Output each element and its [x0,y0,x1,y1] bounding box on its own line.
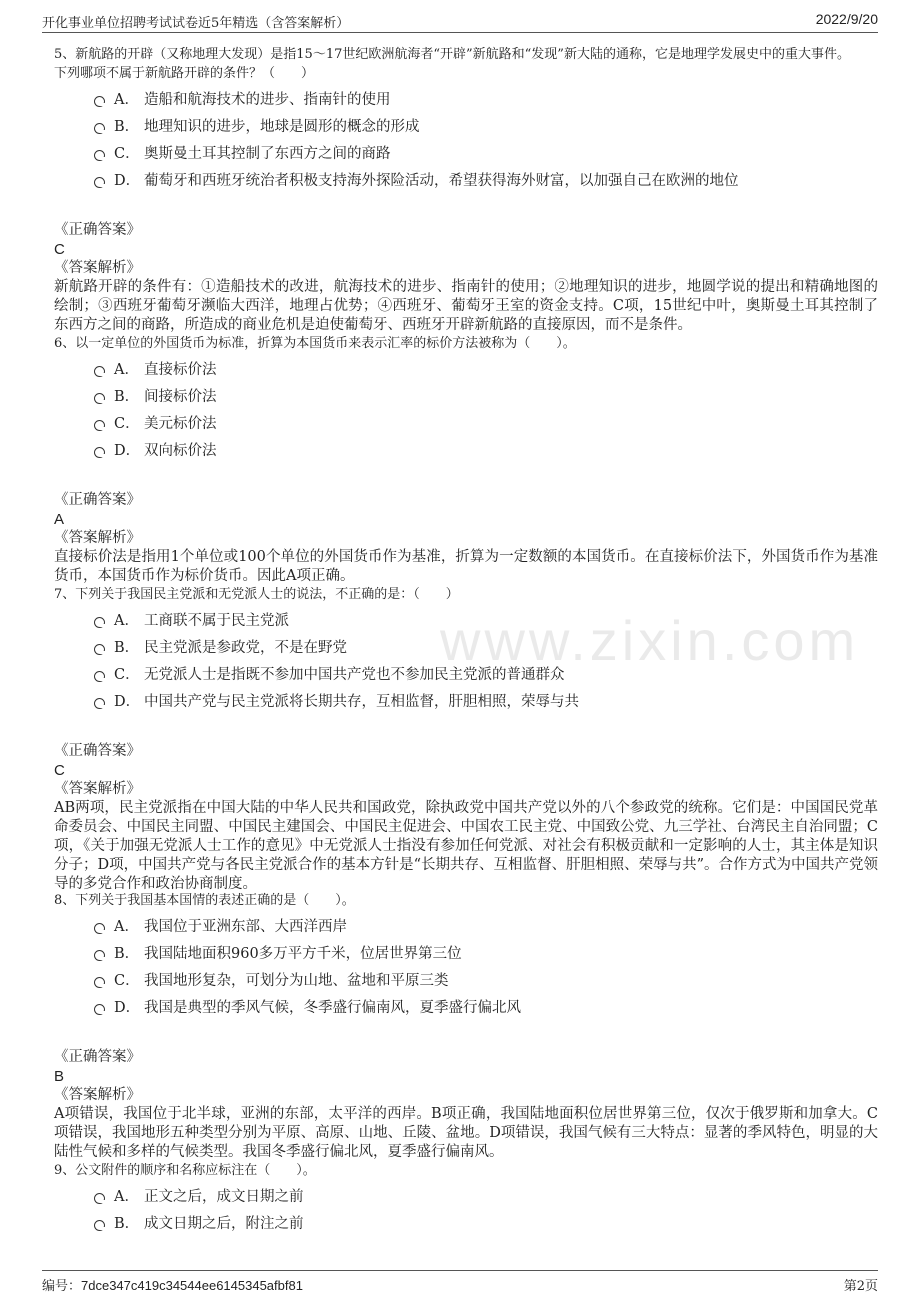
option-label: B． [114,640,140,656]
radio-icon[interactable] [94,420,105,431]
option-text: 我国位于亚洲东部、大西洋西岸 [144,919,347,935]
option-a[interactable] [42,357,878,384]
option-text: 双向标价法 [144,443,217,459]
question-5 [42,45,878,335]
answer-block [42,221,878,259]
option-label: D． [114,1000,141,1016]
answer-block [42,742,878,780]
option-text: 民主党派是参政党，不是在野党 [144,640,347,656]
radio-icon[interactable] [94,1193,105,1204]
analysis-text: A项错误，我国位于北半球，亚洲的东部，太平洋的西岸。B项正确，我国陆地面积位居世界第三位，仅次于俄罗斯和加拿大。C项错误，我国地形五种类型分别为平原、高原、山地、丘陵、盆地。D项错误，我国气候有三大特点：显著的季风特色，明显的大陆性气候和多样的气候类型。我国冬季盛行偏北风，夏季盛行偏南风。 [54,1106,878,1160]
question-7 [42,585,878,894]
option-label: D． [114,443,141,459]
question-9 [42,1161,878,1238]
answer-value: C [54,762,65,779]
options-list [42,1184,878,1238]
question-text: 8、下列关于我国基本国情的表述正确的是（ ）。 [54,893,355,908]
question-text: 5、新航路的开辟（又称地理大发现）是指15～17世纪欧洲航海者“开辟”新航路和“发现”新大陆的通称，它是地理学发展史中的重大事件。下列哪项不属于新航路开辟的条件？（ ） [54,47,850,81]
question-text: 6、以一定单位的外国货币为标准，折算为本国货币来表示汇率的标价方法被称为（ ）。 [54,336,576,351]
option-label: B． [114,389,140,405]
analysis-text: AB两项，民主党派指在中国大陆的中华人民共和国政党，除执政党中国共产党以外的八个参政党的统称。它们是：中国国民党革命委员会、中国民主同盟、中国民主建国会、中国民主促进会、中国农工民主党、中国致公党、九三学社、台湾民主自治同盟；C项，《关于加强无党派人士工作的意见》中无党派人士指没有参加任何党派、对社会有积极贡献和一定影响的人士，其主体是知识分子；D项，中国共产党与各民主党派合作的基本方针是“长期共存、互相监督、肝胆相照、荣辱与共”。合作方式为中国共产党领导的多党合作和政治协商制度。 [54,800,878,892]
analysis-label: 《答案解析》 [54,260,141,276]
analysis-label: 《答案解析》 [54,781,141,797]
option-label: B． [114,946,140,962]
option-a[interactable] [42,608,878,635]
option-text: 无党派人士是指既不参加中国共产党也不参加民主党派的普通群众 [144,667,565,683]
radio-icon[interactable] [94,177,105,188]
option-label: C． [114,146,140,162]
radio-icon[interactable] [94,698,105,709]
radio-icon[interactable] [94,617,105,628]
radio-icon[interactable] [94,1004,105,1015]
option-text: 成文日期之后，附注之前 [144,1216,304,1232]
answer-value: C [54,241,65,258]
radio-icon[interactable] [94,923,105,934]
analysis-text: 直接标价法是指用1个单位或100个单位的外国货币作为基准，折算为一定数额的本国货币。在直接标价法下，外国货币作为基准货币，本国货币作为标价货币。因此A项正确。 [54,549,878,584]
radio-icon[interactable] [94,366,105,377]
option-c[interactable] [42,662,878,689]
option-text: 葡萄牙和西班牙统治者积极支持海外探险活动，希望获得海外财富，以加强自己在欧洲的地位 [144,173,739,189]
document-code-label: 编号： [42,1279,82,1294]
option-label: D． [114,694,141,710]
option-b[interactable] [42,941,878,968]
question-6 [42,334,878,586]
option-label: A． [114,613,139,629]
document-title: 开化事业单位招聘考试试卷近5年精选（含答案解析） [42,16,350,31]
option-c[interactable] [42,141,878,168]
option-text: 我国陆地面积960多万平方千米，位居世界第三位 [144,946,462,962]
radio-icon[interactable] [94,96,105,107]
option-label: D． [114,173,141,189]
analysis-text: 新航路开辟的条件有：①造船技术的改进，航海技术的进步、指南针的使用；②地理知识的进步，地圆学说的提出和精确地图的绘制；③西班牙葡萄牙濒临大西洋，地理占优势；④西班牙、葡萄牙王室的资金支持。C项，15世纪中叶，奥斯曼土耳其控制了东西方之间的商路，所造成的商业危机是迫使葡萄牙、西班牙开辟新航路的直接原因，而不是条件。 [54,279,878,333]
option-label: B． [114,1216,140,1232]
option-b[interactable] [42,114,878,141]
page-header [42,10,878,33]
option-b[interactable] [42,384,878,411]
watermark: www.zixin.com [440,609,860,672]
option-label: C． [114,667,140,683]
answer-block [42,491,878,529]
option-text: 地理知识的进步，地球是圆形的概念的形成 [144,119,420,135]
option-d[interactable] [42,168,878,195]
option-b[interactable] [42,1211,878,1238]
answer-value: A [54,511,65,528]
option-label: C． [114,416,140,432]
answer-value: B [54,1068,65,1085]
analysis-block [42,259,878,335]
answer-block [42,1048,878,1086]
options-list [42,914,878,1022]
option-a[interactable] [42,1184,878,1211]
radio-icon[interactable] [94,950,105,961]
option-text: 工商联不属于民主党派 [144,613,289,629]
analysis-label: 《答案解析》 [54,530,141,546]
option-text: 正文之后，成文日期之前 [144,1189,304,1205]
answer-label: 《正确答案》 [54,743,141,759]
option-d[interactable] [42,689,878,716]
question-text: 7、下列关于我国民主党派和无党派人士的说法，不正确的是：（ ） [54,587,459,602]
radio-icon[interactable] [94,447,105,458]
document-code [42,1275,303,1294]
option-label: A． [114,1189,139,1205]
analysis-label: 《答案解析》 [54,1087,141,1103]
radio-icon[interactable] [94,123,105,134]
options-list [42,87,878,195]
option-label: C． [114,973,140,989]
option-a[interactable] [42,87,878,114]
option-text: 美元标价法 [144,416,217,432]
answer-label: 《正确答案》 [54,1049,141,1065]
option-label: A． [114,919,139,935]
option-label: A． [114,362,139,378]
option-b[interactable] [42,635,878,662]
radio-icon[interactable] [94,644,105,655]
option-text: 奥斯曼土耳其控制了东西方之间的商路 [144,146,391,162]
document-code-value: 7dce347c419c34544ee6145345afbf81 [81,1278,303,1293]
option-a[interactable] [42,914,878,941]
answer-label: 《正确答案》 [54,222,141,238]
option-label: B． [114,119,140,135]
option-text: 我国是典型的季风气候，冬季盛行偏南风，夏季盛行偏北风 [144,1000,521,1016]
options-list [42,608,878,716]
radio-icon[interactable] [94,1220,105,1231]
radio-icon[interactable] [94,393,105,404]
radio-icon[interactable] [94,671,105,682]
option-d[interactable] [42,995,878,1022]
question-8 [42,891,878,1162]
option-text: 直接标价法 [144,362,217,378]
question-text: 9、公文附件的顺序和名称应标注在（ ）。 [54,1163,316,1178]
option-text: 间接标价法 [144,389,217,405]
option-d[interactable] [42,438,878,465]
option-text: 造船和航海技术的进步、指南针的使用 [144,92,391,108]
options-list [42,357,878,465]
radio-icon[interactable] [94,977,105,988]
analysis-block [42,529,878,586]
option-label: A． [114,92,139,108]
option-text: 中国共产党与民主党派将长期共存，互相监督，肝胆相照，荣辱与共 [144,694,579,710]
analysis-block [42,780,878,894]
option-text: 我国地形复杂，可划分为山地、盆地和平原三类 [144,973,449,989]
page-number: 第2页 [843,1279,878,1294]
option-c[interactable] [42,968,878,995]
analysis-block [42,1086,878,1162]
option-c[interactable] [42,411,878,438]
document-date: 2022/9/20 [815,11,878,27]
page-footer [42,1270,878,1295]
radio-icon[interactable] [94,150,105,161]
answer-label: 《正确答案》 [54,492,141,508]
